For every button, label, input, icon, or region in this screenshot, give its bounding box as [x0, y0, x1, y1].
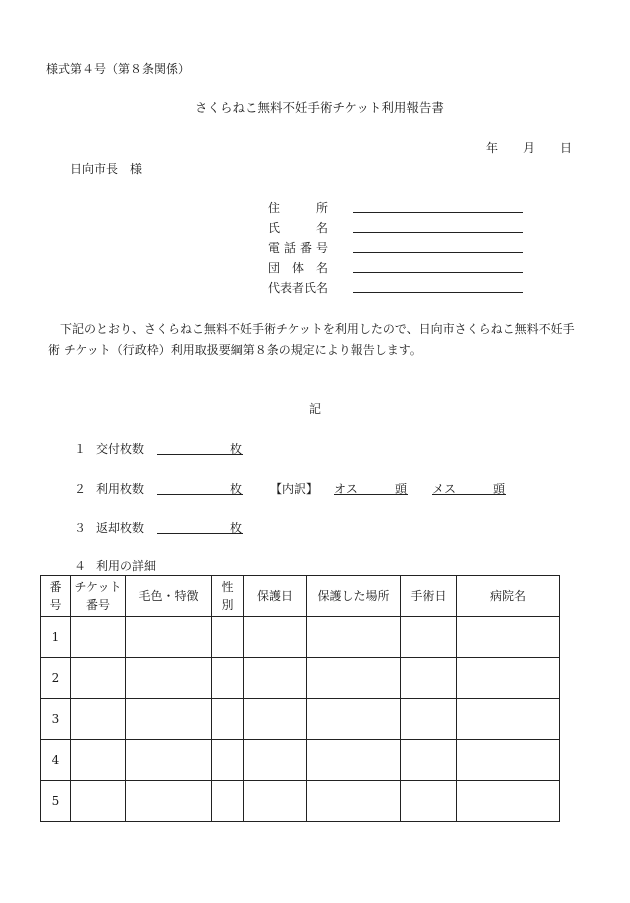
surgery-date-cell[interactable] — [401, 781, 457, 822]
sex-cell[interactable] — [212, 699, 244, 740]
body-text-line1: 下記のとおり、さくらねこ無料不妊手術チケットを利用したので、日向市さくらねこ無料不妊手 — [60, 322, 575, 336]
row-number: 1 — [41, 617, 71, 658]
item-3-number: ３ — [74, 521, 87, 535]
row-number: 4 — [41, 740, 71, 781]
ticket-number-cell[interactable] — [71, 781, 126, 822]
row-number: 3 — [41, 699, 71, 740]
date-protected-cell[interactable] — [244, 617, 307, 658]
surgery-date-cell[interactable] — [401, 658, 457, 699]
table-row — [41, 740, 560, 781]
ticket-number-cell[interactable] — [71, 658, 126, 699]
group-name-label: 団体名 — [268, 261, 328, 275]
row-number: 2 — [41, 658, 71, 699]
features-cell[interactable] — [126, 740, 212, 781]
name-label: 氏名 — [268, 221, 328, 235]
used-unit: 枚 — [229, 482, 242, 496]
header-sex: 性 別 — [212, 576, 244, 617]
ki-heading: 記 — [309, 402, 322, 416]
breakdown-label: 【内訳】 — [270, 482, 319, 496]
item-1-label: 交付枚数 — [96, 442, 145, 456]
row-number: 5 — [41, 781, 71, 822]
returned-count-field[interactable] — [157, 519, 243, 534]
place-protected-cell[interactable] — [307, 658, 401, 699]
used-count-field[interactable] — [157, 480, 243, 495]
ticket-number-cell[interactable] — [71, 699, 126, 740]
features-cell[interactable] — [126, 658, 212, 699]
hospital-cell[interactable] — [457, 699, 560, 740]
table-header-row — [41, 576, 560, 617]
issued-count-field[interactable] — [157, 440, 243, 455]
header-surgery-date: 手術日 — [401, 576, 457, 617]
sex-cell[interactable] — [212, 740, 244, 781]
hospital-cell[interactable] — [457, 658, 560, 699]
returned-unit: 枚 — [229, 521, 242, 535]
body-text-line2: 術 チケット（行政枠）利用取扱要綱第８条の規定により報告します。 — [48, 343, 422, 357]
usage-detail-table — [40, 575, 560, 822]
hospital-cell[interactable] — [457, 740, 560, 781]
hospital-cell[interactable] — [457, 781, 560, 822]
surgery-date-cell[interactable] — [401, 699, 457, 740]
item-4-label: 利用の詳細 — [96, 559, 157, 573]
date-protected-cell[interactable] — [244, 781, 307, 822]
female-unit: 頭 — [492, 482, 505, 496]
name-field[interactable] — [353, 232, 523, 233]
ticket-number-cell[interactable] — [71, 617, 126, 658]
table-row — [41, 781, 560, 822]
surgery-date-cell[interactable] — [401, 617, 457, 658]
features-cell[interactable] — [126, 699, 212, 740]
surgery-date-cell[interactable] — [401, 740, 457, 781]
ticket-number-cell[interactable] — [71, 740, 126, 781]
date-protected-cell[interactable] — [244, 699, 307, 740]
place-protected-cell[interactable] — [307, 617, 401, 658]
features-cell[interactable] — [126, 781, 212, 822]
item-2-label: 利用枚数 — [96, 482, 145, 496]
issued-unit: 枚 — [229, 442, 242, 456]
item-4-number: ４ — [74, 559, 87, 573]
male-unit: 頭 — [394, 482, 407, 496]
item-3-label: 返却枚数 — [96, 521, 145, 535]
phone-field[interactable] — [353, 252, 523, 253]
header-place-protected: 保護した場所 — [307, 576, 401, 617]
item-1-number: １ — [74, 442, 87, 456]
date-protected-cell[interactable] — [244, 740, 307, 781]
header-features: 毛色・特徴 — [126, 576, 212, 617]
header-date-protected: 保護日 — [244, 576, 307, 617]
date-year: 年 — [486, 141, 499, 155]
table-row — [41, 658, 560, 699]
form-number: 様式第４号（第８条関係） — [46, 62, 191, 76]
address-field[interactable] — [353, 212, 523, 213]
place-protected-cell[interactable] — [307, 781, 401, 822]
date-month: 月 — [523, 141, 536, 155]
document-title: さくらねこ無料不妊手術チケット利用報告書 — [195, 100, 444, 115]
addressee: 日向市長 様 — [70, 162, 143, 176]
male-label: オス — [334, 482, 358, 496]
female-count-field[interactable] — [432, 480, 506, 495]
address-label: 住所 — [268, 201, 328, 215]
header-ticket-number: チケット 番号 — [71, 576, 126, 617]
male-count-field[interactable] — [334, 480, 408, 495]
date-day: 日 — [560, 141, 573, 155]
representative-field[interactable] — [353, 292, 523, 293]
table-row — [41, 617, 560, 658]
group-name-field[interactable] — [353, 272, 523, 273]
representative-label: 代表者氏名 — [268, 281, 329, 295]
item-2-number: ２ — [74, 482, 87, 496]
place-protected-cell[interactable] — [307, 699, 401, 740]
header-hospital: 病院名 — [457, 576, 560, 617]
place-protected-cell[interactable] — [307, 740, 401, 781]
date-protected-cell[interactable] — [244, 658, 307, 699]
sex-cell[interactable] — [212, 617, 244, 658]
hospital-cell[interactable] — [457, 617, 560, 658]
table-row — [41, 699, 560, 740]
female-label: メス — [432, 482, 457, 496]
phone-label: 電話番号 — [268, 241, 328, 255]
sex-cell[interactable] — [212, 781, 244, 822]
header-number: 番 号 — [41, 576, 71, 617]
features-cell[interactable] — [126, 617, 212, 658]
sex-cell[interactable] — [212, 658, 244, 699]
